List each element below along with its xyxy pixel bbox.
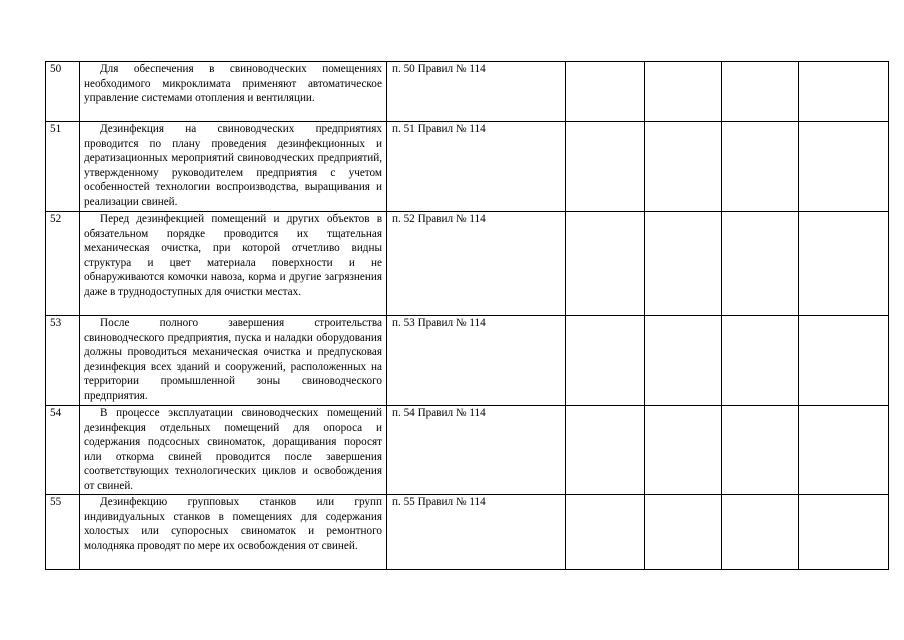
- table-row: [46, 406, 889, 495]
- empty-cell: [799, 212, 889, 316]
- empty-cell: [645, 62, 722, 122]
- requirement-text: В процессе эксплуатации свиноводческих помещений дезинфекция отдельных помещений для опороса и содержания подсосных свиноматок, доращивания поросят или откорма свиней проводится после завершения соответствующих технологических циклов и освобождения от свиней.: [80, 406, 387, 495]
- empty-cell: [799, 406, 889, 495]
- empty-cell: [566, 212, 645, 316]
- rule-reference: п. 52 Правил № 114: [387, 212, 566, 316]
- empty-cell: [645, 406, 722, 495]
- table-row: [46, 62, 889, 122]
- empty-cell: [645, 495, 722, 570]
- empty-cell: [799, 122, 889, 212]
- rule-reference: п. 51 Правил № 114: [387, 122, 566, 212]
- empty-cell: [645, 122, 722, 212]
- row-number: 55: [46, 495, 80, 570]
- empty-cell: [722, 212, 799, 316]
- requirement-text: Перед дезинфекцией помещений и других объектов в обязательном порядке проводится их тщательная механическая очистка, при которой отчетливо видны структура и цвет материала поверхности и не обнаруживаются комочки навоза, корма и другие загрязнения даже в труднодоступных для очистки местах.: [80, 212, 387, 316]
- empty-cell: [566, 62, 645, 122]
- row-number: 50: [46, 62, 80, 122]
- row-number: 53: [46, 316, 80, 406]
- row-number: 51: [46, 122, 80, 212]
- empty-cell: [722, 122, 799, 212]
- row-number: 52: [46, 212, 80, 316]
- empty-cell: [722, 62, 799, 122]
- table-row: [46, 122, 889, 212]
- rule-reference: п. 50 Правил № 114: [387, 62, 566, 122]
- empty-cell: [799, 316, 889, 406]
- requirement-text: Дезинфекцию групповых станков или групп индивидуальных станков в помещениях для содержания холостых или супоросных свиноматок и ремонтного молодняка проводят по мере их освобождения от свиней.: [80, 495, 387, 570]
- table-row: [46, 495, 889, 570]
- rule-reference: п. 55 Правил № 114: [387, 495, 566, 570]
- table-row: [46, 212, 889, 316]
- requirements-table: [45, 61, 889, 570]
- row-number: 54: [46, 406, 80, 495]
- table-row: [46, 316, 889, 406]
- empty-cell: [566, 406, 645, 495]
- empty-cell: [645, 212, 722, 316]
- empty-cell: [799, 495, 889, 570]
- empty-cell: [722, 495, 799, 570]
- rule-reference: п. 54 Правил № 114: [387, 406, 566, 495]
- empty-cell: [566, 122, 645, 212]
- empty-cell: [722, 406, 799, 495]
- requirement-text: Для обеспечения в свиноводческих помещениях необходимого микроклимата применяют автоматическое управление системами отопления и вентиляции.: [80, 62, 387, 122]
- empty-cell: [645, 316, 722, 406]
- requirement-text: Дезинфекция на свиноводческих предприятиях проводится по плану проведения дезинфекционных и дератизационных мероприятий свиноводческих предприятий, утвержденному руководителем предприятия с учетом особенностей технологии воспроизводства, выращивания и реализации свиней.: [80, 122, 387, 212]
- rule-reference: п. 53 Правил № 114: [387, 316, 566, 406]
- empty-cell: [722, 316, 799, 406]
- requirement-text: После полного завершения строительства свиноводческого предприятия, пуска и наладки оборудования должны проводиться механическая очистка и предпусковая дезинфекция всех зданий и сооружений, расположенных на территории промышленной зоны свиноводческого предприятия.: [80, 316, 387, 406]
- empty-cell: [799, 62, 889, 122]
- empty-cell: [566, 495, 645, 570]
- empty-cell: [566, 316, 645, 406]
